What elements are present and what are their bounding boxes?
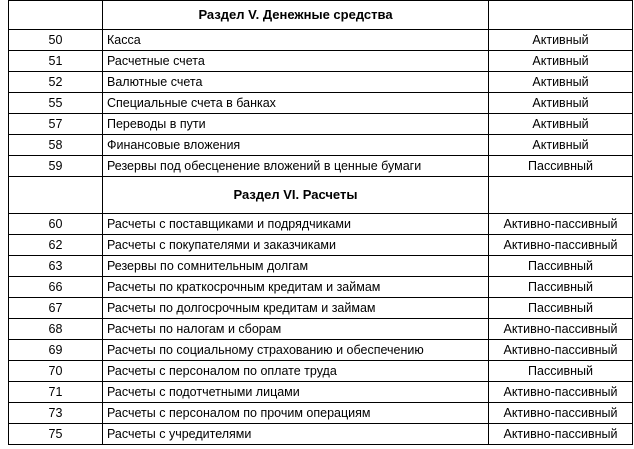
account-name: Расчеты с персоналом по оплате труда bbox=[103, 361, 489, 382]
account-type: Активно-пассивный bbox=[489, 382, 633, 403]
account-name: Расчеты с персоналом по прочим операциям bbox=[103, 403, 489, 424]
table-row bbox=[9, 361, 633, 382]
account-name: Расчеты с поставщиками и подрядчиками bbox=[103, 214, 489, 235]
account-number: 67 bbox=[9, 298, 103, 319]
account-name: Касса bbox=[103, 30, 489, 51]
account-number: 55 bbox=[9, 93, 103, 114]
account-number: 69 bbox=[9, 340, 103, 361]
account-type: Активный bbox=[489, 30, 633, 51]
account-name: Расчеты с покупателями и заказчиками bbox=[103, 235, 489, 256]
account-number: 59 bbox=[9, 156, 103, 177]
section-title: Раздел V. Денежные средства bbox=[103, 1, 489, 30]
account-type: Пассивный bbox=[489, 298, 633, 319]
chart-of-accounts-table bbox=[8, 0, 633, 445]
account-number: 62 bbox=[9, 235, 103, 256]
account-type: Пассивный bbox=[489, 277, 633, 298]
account-type: Активно-пассивный bbox=[489, 319, 633, 340]
account-number: 68 bbox=[9, 319, 103, 340]
account-name: Расчеты по долгосрочным кредитам и займам bbox=[103, 298, 489, 319]
account-name: Финансовые вложения bbox=[103, 135, 489, 156]
account-type: Активный bbox=[489, 114, 633, 135]
account-type: Активно-пассивный bbox=[489, 424, 633, 445]
account-number: 57 bbox=[9, 114, 103, 135]
account-type: Активный bbox=[489, 93, 633, 114]
account-name: Резервы под обесценение вложений в ценные бумаги bbox=[103, 156, 489, 177]
table-row bbox=[9, 424, 633, 445]
account-number: 50 bbox=[9, 30, 103, 51]
account-name: Расчеты по краткосрочным кредитам и займам bbox=[103, 277, 489, 298]
account-type: Активный bbox=[489, 51, 633, 72]
table-row bbox=[9, 114, 633, 135]
account-number: 70 bbox=[9, 361, 103, 382]
table-row bbox=[9, 214, 633, 235]
section-empty-cell bbox=[9, 1, 103, 30]
table-row bbox=[9, 319, 633, 340]
account-type: Пассивный bbox=[489, 361, 633, 382]
table-row bbox=[9, 51, 633, 72]
table-row bbox=[9, 235, 633, 256]
table-row bbox=[9, 30, 633, 51]
account-type: Активный bbox=[489, 135, 633, 156]
section-header-row bbox=[9, 1, 633, 30]
account-number: 58 bbox=[9, 135, 103, 156]
account-number: 66 bbox=[9, 277, 103, 298]
section-header-row bbox=[9, 177, 633, 214]
account-name: Переводы в пути bbox=[103, 114, 489, 135]
table-row bbox=[9, 156, 633, 177]
account-number: 75 bbox=[9, 424, 103, 445]
account-type: Активный bbox=[489, 72, 633, 93]
table-row bbox=[9, 135, 633, 156]
account-type: Пассивный bbox=[489, 156, 633, 177]
account-name: Резервы по сомнительным долгам bbox=[103, 256, 489, 277]
account-name: Специальные счета в банках bbox=[103, 93, 489, 114]
account-type: Активно-пассивный bbox=[489, 235, 633, 256]
account-number: 71 bbox=[9, 382, 103, 403]
account-number: 60 bbox=[9, 214, 103, 235]
account-type: Активно-пассивный bbox=[489, 340, 633, 361]
account-name: Расчеты с подотчетными лицами bbox=[103, 382, 489, 403]
account-name: Расчеты по социальному страхованию и обеспечению bbox=[103, 340, 489, 361]
account-type: Пассивный bbox=[489, 256, 633, 277]
account-name: Расчеты с учредителями bbox=[103, 424, 489, 445]
table-row bbox=[9, 298, 633, 319]
section-title: Раздел VI. Расчеты bbox=[103, 177, 489, 214]
account-number: 63 bbox=[9, 256, 103, 277]
account-number: 52 bbox=[9, 72, 103, 93]
table-row bbox=[9, 340, 633, 361]
table-row bbox=[9, 382, 633, 403]
account-name: Расчетные счета bbox=[103, 51, 489, 72]
account-name: Валютные счета bbox=[103, 72, 489, 93]
table-row bbox=[9, 277, 633, 298]
section-empty-cell bbox=[9, 177, 103, 214]
table-row bbox=[9, 256, 633, 277]
account-type: Активно-пассивный bbox=[489, 214, 633, 235]
table-row bbox=[9, 403, 633, 424]
section-empty-cell bbox=[489, 177, 633, 214]
table-row bbox=[9, 93, 633, 114]
account-number: 73 bbox=[9, 403, 103, 424]
table-row bbox=[9, 72, 633, 93]
account-type: Активно-пассивный bbox=[489, 403, 633, 424]
section-empty-cell bbox=[489, 1, 633, 30]
account-name: Расчеты по налогам и сборам bbox=[103, 319, 489, 340]
account-number: 51 bbox=[9, 51, 103, 72]
